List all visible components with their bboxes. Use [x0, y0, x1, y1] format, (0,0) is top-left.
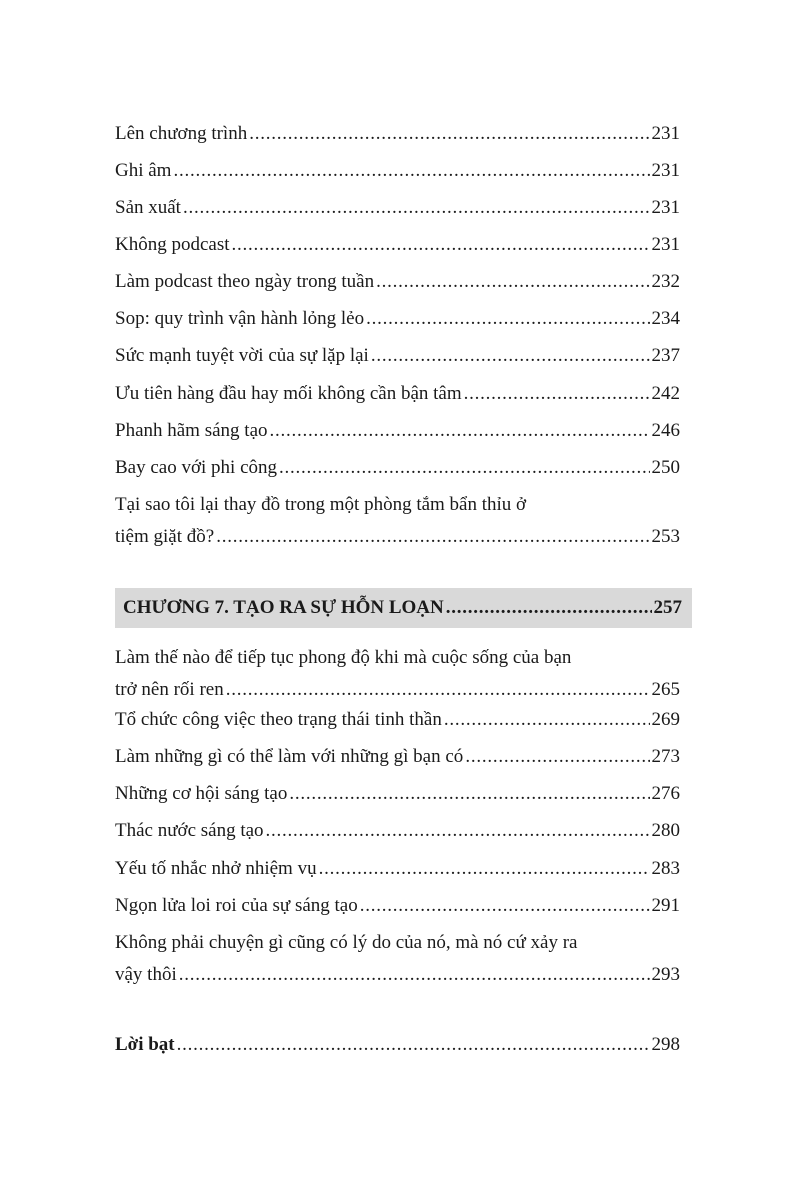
toc-entry [115, 452, 680, 484]
afterword-title: Lời bạt [115, 1034, 175, 1055]
toc-entry-title-line2: vậy thôi [115, 964, 177, 985]
toc-entry [115, 741, 680, 773]
toc-entry-page: 280 [651, 820, 680, 841]
toc-entry-title: Sức mạnh tuyệt vời của sự lặp lại [115, 345, 369, 366]
toc-entry-page: 291 [651, 895, 680, 916]
toc-entry-page: 231 [651, 234, 680, 255]
toc-entry-page: 231 [651, 197, 680, 218]
toc-entry [115, 778, 680, 810]
dot-leader [179, 959, 650, 991]
toc-entry [115, 853, 680, 885]
dot-leader [183, 192, 650, 224]
toc-entry-afterword [115, 1029, 680, 1061]
dot-leader [366, 303, 649, 335]
toc-entry-page: 232 [651, 271, 680, 292]
dot-leader [266, 815, 650, 847]
dot-leader [465, 741, 649, 773]
toc-entry-title: Làm podcast theo ngày trong tuần [115, 271, 375, 292]
dot-leader [464, 378, 650, 410]
toc-entry-page: 253 [651, 526, 680, 547]
toc-entry [115, 642, 680, 706]
dot-leader [249, 118, 649, 150]
toc-entry [115, 118, 680, 150]
toc-entry-page: 293 [651, 964, 680, 985]
toc-entry-title: Thác nước sáng tạo [115, 820, 264, 841]
toc-entry-page: 237 [651, 345, 680, 366]
toc-entry [115, 927, 680, 991]
toc-entry-title: Không podcast [115, 234, 230, 255]
toc-entry-page: 269 [651, 709, 680, 730]
dot-leader [226, 674, 650, 706]
toc-entry-title-line1: Tại sao tôi lại thay đồ trong một phòng tắm bẩn thỉu ở [115, 494, 527, 515]
afterword-page: 298 [651, 1034, 680, 1055]
toc-entry-page: 231 [651, 123, 680, 144]
dot-leader [216, 521, 649, 553]
toc-entry-title-line2: trở nên rối ren [115, 679, 224, 700]
dot-leader [289, 778, 649, 810]
toc-entry [115, 155, 680, 187]
toc-entry [115, 489, 680, 553]
toc-entry-title-line2: tiệm giặt đồ? [115, 526, 215, 547]
toc-entry-page: 231 [651, 160, 680, 181]
dot-leader [360, 890, 650, 922]
toc-entry-title: Sop: quy trình vận hành lỏng lẻo [115, 308, 365, 329]
toc-entry-title: Lên chương trình [115, 123, 248, 144]
toc-entry-title: Những cơ hội sáng tạo [115, 783, 288, 804]
toc-entry-page: 283 [651, 858, 680, 879]
dot-leader [376, 266, 649, 298]
toc-entry [115, 815, 680, 847]
dot-leader [446, 588, 652, 628]
toc-entry-title: Làm những gì có thể làm với những gì bạn có [115, 746, 464, 767]
toc-entry-page: 242 [651, 383, 680, 404]
chapter-heading [115, 588, 692, 628]
toc-entry-title: Ngọn lửa loi roi của sự sáng tạo [115, 895, 358, 916]
toc-entry-title: Yếu tố nhắc nhở nhiệm vụ [115, 858, 317, 879]
toc-entry [115, 890, 680, 922]
dot-leader [177, 1029, 650, 1061]
toc-entry-title: Ghi âm [115, 160, 172, 181]
dot-leader [173, 155, 649, 187]
toc-entry-page: 246 [651, 420, 680, 441]
toc-entry-page: 234 [651, 308, 680, 329]
toc-entry-title: Bay cao với phi công [115, 457, 278, 478]
toc-entry [115, 192, 680, 224]
toc-entry [115, 415, 680, 447]
toc-entry-title: Sản xuất [115, 197, 181, 218]
dot-leader [270, 415, 650, 447]
chapter-title: CHƯƠNG 7. TẠO RA SỰ HỖN LOẠN [123, 597, 444, 618]
toc-entry [115, 340, 680, 372]
toc-entry-page: 276 [651, 783, 680, 804]
toc-entry-title-line1: Làm thế nào để tiếp tục phong độ khi mà cuộc sống của bạn [115, 647, 572, 668]
toc-entry [115, 229, 680, 261]
toc-entry-title: Ưu tiên hàng đầu hay mối không cần bận tâm [115, 383, 462, 404]
dot-leader [371, 340, 650, 372]
toc-entry [115, 303, 680, 335]
toc-entry [115, 378, 680, 410]
toc-entry-page: 273 [651, 746, 680, 767]
dot-leader [444, 704, 650, 736]
dot-leader [279, 452, 649, 484]
toc-entry-page: 250 [651, 457, 680, 478]
toc-entry [115, 266, 680, 298]
toc-entry-title: Tổ chức công việc theo trạng thái tinh thần [115, 709, 442, 730]
dot-leader [319, 853, 650, 885]
toc-entry-title-line1: Không phải chuyện gì cũng có lý do của nó, mà nó cứ xảy ra [115, 932, 578, 953]
dot-leader [232, 229, 650, 261]
toc-entry-page: 265 [651, 679, 680, 700]
chapter-page: 257 [653, 597, 682, 618]
toc-entry [115, 704, 680, 736]
toc-entry-title: Phanh hãm sáng tạo [115, 420, 268, 441]
